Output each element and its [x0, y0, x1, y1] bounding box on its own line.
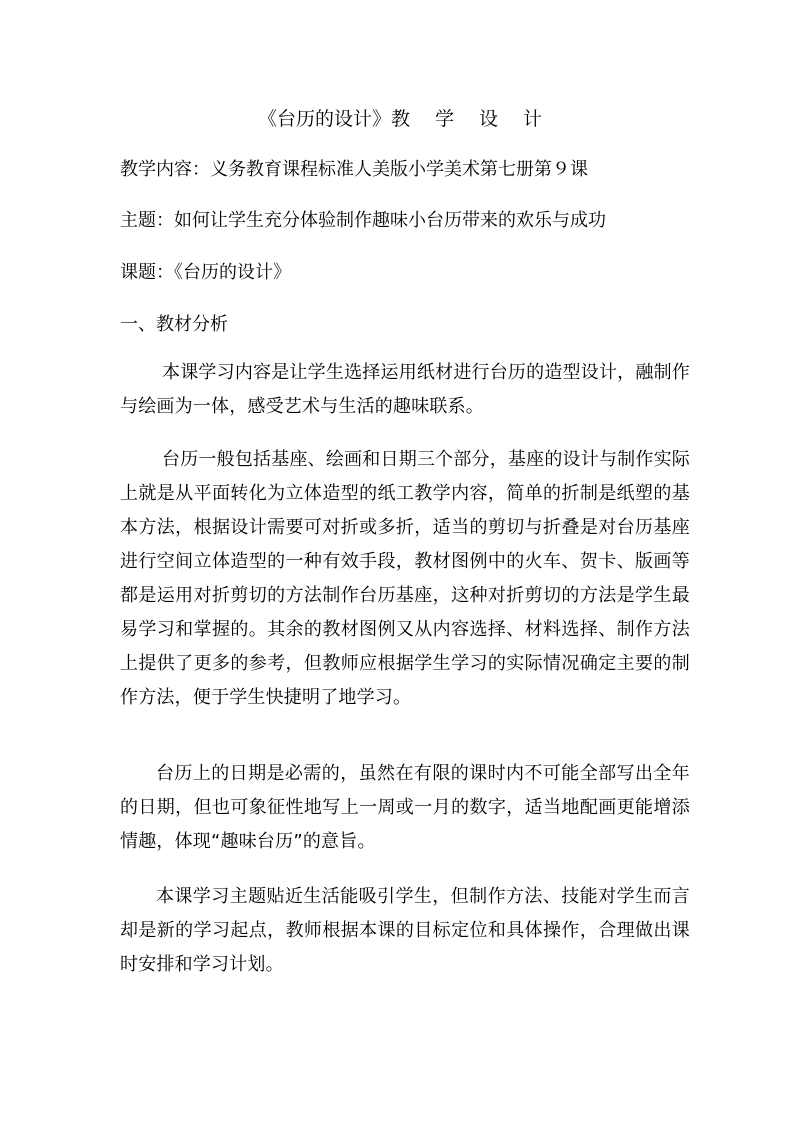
section-heading: 一、教材分析 — [120, 314, 228, 335]
document-title: 《台历的设计》教 学 设 计 — [257, 108, 543, 130]
teaching-content-line: 教学内容：义务教育课程标准人美版小学美术第七册第９课 — [120, 159, 588, 180]
theme-line: 主题：如何让学生充分体验制作趣味小台历带来的欢乐与成功 — [120, 210, 606, 231]
paragraph-4: 本课学习主题贴近生活能吸引学生，但制作方法、技能对学生而言却是新的学习起点，教师根据本课的目标定位和具体操作，合理做出课时安排和学习计划。 — [120, 886, 690, 975]
lesson-title-line: 课题：《台历的设计》 — [120, 262, 291, 283]
paragraph-2: 台历一般包括基座、绘画和日期三个部分，基座的设计与制作实际上就是从平面转化为立体造型的纸工教学内容，简单的折制是纸塑的基本方法，根据设计需要可对折或多折，适当的剪切与折叠是对台历基座进行空间立体造型的一种有效手段，教材图例中的火车、贺卡、版画等都是运用对折剪切的方法制作台历基座，这种对折剪切的方法是学生最易学习和掌握的。其余的教材图例又从内容选择、材料选择、制作方法上提供了更多的参考，但教师应根据学生学习的实际情况确定主要的制作方法，便于学生快捷明了地学习。 — [120, 449, 690, 708]
paragraph-3: 台历上的日期是必需的，虽然在有限的课时内不可能全部写出全年的日期，但也可象征性地写上一周或一月的数字，适当地配画更能增添情趣，体现“趣味台历”的意旨。 — [120, 763, 690, 852]
paragraph-1: 本课学习内容是让学生选择运用纸材进行台历的造型设计，融制作与绘画为一体，感受艺术与生活的趣味联系。 — [120, 362, 690, 417]
